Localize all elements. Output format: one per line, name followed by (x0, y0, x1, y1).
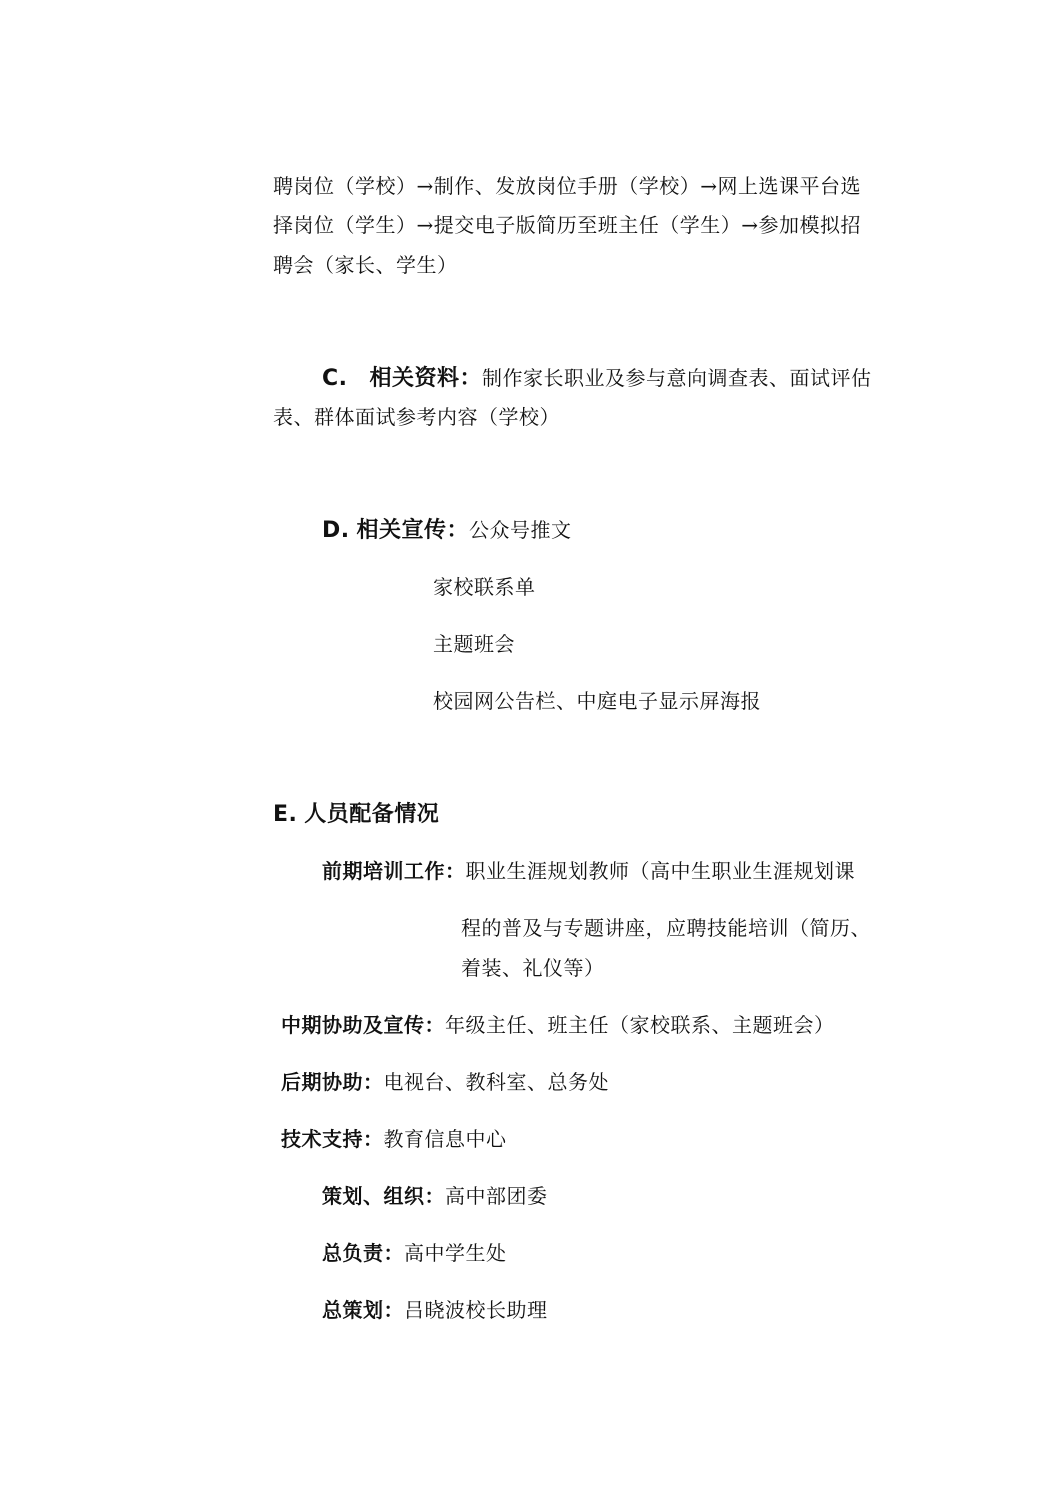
mid-assist-label: 中期协助及宣传： (281, 1013, 445, 1037)
section-d-label: D. (322, 518, 350, 543)
section-d-heading: 相关宣传： (356, 518, 469, 543)
late-assist-line (281, 1068, 609, 1096)
chief-planner-line (322, 1296, 548, 1324)
early-training-text-1: 职业生涯规划教师（高中生职业生涯规划课 (465, 859, 855, 883)
mid-assist-line (281, 1011, 835, 1039)
mid-assist-text: 年级主任、班主任（家校联系、主题班会） (445, 1013, 835, 1037)
section-d-item-1: 公众号推文 (469, 518, 572, 542)
tech-support-text: 教育信息中心 (383, 1127, 507, 1151)
section-c-text-1: 制作家长职业及参与意向调查表、面试评估 (482, 366, 872, 390)
intro-line-3: 聘会（家长、学生） (273, 253, 458, 277)
intro-line-2: 择岗位（学生）→提交电子版简历至班主任（学生）→参加模拟招 (273, 213, 862, 237)
section-e-label: E. (273, 802, 298, 827)
planning-text: 高中部团委 (445, 1184, 548, 1208)
tech-support-line (281, 1125, 507, 1153)
chief-planner-text: 吕晓波校长助理 (404, 1298, 548, 1322)
section-d-item-2: 家校联系单 (433, 575, 536, 599)
section-c-text-2: 表、群体面试参考内容（学校） (273, 405, 560, 429)
late-assist-text: 电视台、教科室、总务处 (383, 1070, 609, 1094)
section-e-heading: 人员配备情况 (304, 802, 440, 827)
planning-line (322, 1182, 548, 1210)
section-c-heading-line (322, 364, 872, 393)
chief-planner-label: 总策划： (322, 1298, 404, 1322)
planning-label: 策划、组织： (322, 1184, 445, 1208)
overall-lead-text: 高中学生处 (404, 1241, 507, 1265)
early-training-text-2: 程的普及与专题讲座，应聘技能培训（简历、 (461, 916, 871, 940)
section-d-heading-line (322, 516, 572, 545)
overall-lead-label: 总负责： (322, 1241, 404, 1265)
overall-lead-line (322, 1239, 507, 1267)
section-d-item-4: 校园网公告栏、中庭电子显示屏海报 (433, 689, 761, 713)
intro-line-1: 聘岗位（学校）→制作、发放岗位手册（学校）→网上选课平台选 (273, 174, 862, 198)
early-training-line (322, 857, 855, 885)
early-training-text-3: 着装、礼仪等） (461, 956, 605, 980)
section-d-item-3: 主题班会 (433, 632, 515, 656)
tech-support-label: 技术支持： (281, 1127, 384, 1151)
section-c-heading: 相关资料： (369, 366, 483, 391)
section-c-label: C. (322, 366, 348, 391)
late-assist-label: 后期协助： (281, 1070, 384, 1094)
section-e-heading-line (273, 800, 439, 829)
early-training-label: 前期培训工作： (322, 859, 466, 883)
